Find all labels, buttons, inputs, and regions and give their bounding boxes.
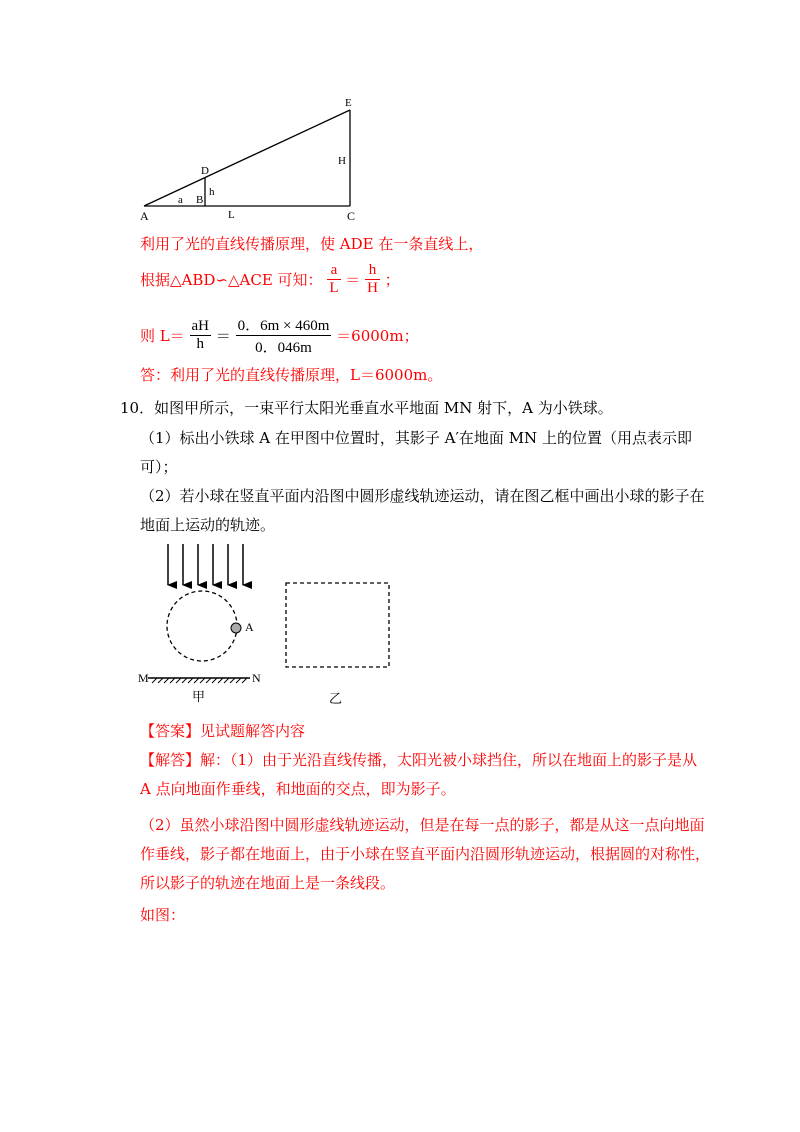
question-10-line-5: 地面上运动的轨迹。 [140, 516, 276, 534]
fraction-aH-denominator: h [196, 336, 205, 352]
label-a: a [178, 194, 183, 206]
fraction-h-numerator: h [365, 262, 380, 280]
analysis-line-4: 作垂线，影子都在地面上，由于小球在竖直平面内沿圆形轨迹运动，根据圆的对称性， [140, 845, 711, 863]
analysis-tag: 【解答】 [140, 751, 201, 769]
solution-line-3-prefix: 则 L＝ [140, 327, 185, 345]
analysis-line-6: 如图： [140, 906, 186, 924]
fraction-aH-over-h [190, 318, 212, 353]
solution-line-3 [140, 314, 419, 357]
fraction-numeric [236, 314, 332, 357]
answer-text: 见试题解答内容 [200, 722, 306, 740]
question-10-line-3: 可）； [140, 458, 178, 476]
solution-line-3-suffix: ＝6000m； [336, 327, 419, 345]
analysis-text-1: 解：（1）由于光沿直线传播，太阳光被小球挡住，所以在地面上的影子是从 [200, 751, 698, 769]
caption-yi: 乙 [329, 691, 343, 706]
fraction-a-numerator: a [327, 262, 340, 280]
solution-line-2 [140, 262, 400, 297]
iron-ball [231, 623, 241, 633]
line-ae [144, 110, 350, 206]
answer-line [140, 720, 305, 741]
analysis-line-3: （2）虽然小球沿图中圆形虚线轨迹运动，但是在每一点的影子，都是从这一点向地面 [140, 816, 705, 834]
label-L: L [228, 209, 235, 221]
answer-tag: 【答案】 [140, 722, 201, 740]
equals-sign: ＝ [345, 271, 361, 289]
analysis-line-2: A 点向地面作垂线，和地面的交点，即为影子。 [140, 780, 456, 798]
label-M: M [138, 671, 149, 685]
shadow-figure [130, 538, 410, 708]
solution-line-4: 答：利用了光的直线传播原理，L＝6000m。 [140, 366, 443, 384]
fraction-numeric-numerator: 0．6m × 460m [236, 314, 332, 336]
analysis-line-5: 所以影子的轨迹在地面上是一条线段。 [140, 874, 396, 892]
solution-line-1: 利用了光的直线传播原理，使 ADE 在一条直线上， [140, 235, 484, 253]
label-h: h [209, 186, 215, 198]
caption-jia: 甲 [192, 689, 206, 704]
figure-yi-box [286, 583, 389, 667]
question-10-line-2: （1）标出小铁球 A 在甲图中位置时，其影子 A′在地面 MN 上的位置（用点表示即 [140, 429, 692, 447]
label-B: B [196, 194, 204, 206]
question-10-line-4: （2）若小球在竖直平面内沿图中圆形虚线轨迹运动，请在图乙框中画出小球的影子在 [140, 487, 705, 505]
label-ball-A: A [245, 620, 254, 634]
label-H: H [338, 155, 346, 167]
equals-sign-2: ＝ [215, 327, 231, 345]
label-E: E [345, 97, 352, 109]
fraction-h-denominator: H [367, 280, 378, 296]
label-A: A [140, 209, 149, 223]
similar-triangles-figure [130, 92, 370, 226]
fraction-a-denominator: L [329, 280, 339, 296]
solution-line-2-text: 根据△ABD∽△ACE 可知： [140, 271, 323, 289]
fraction-h-over-H [365, 262, 380, 297]
sunlight-arrows [168, 544, 243, 585]
question-10-line-1: 10．如图甲所示，一束平行太阳光垂直水平地面 MN 射下，A 为小铁球。 [120, 399, 613, 417]
semicolon: ； [384, 271, 400, 289]
fraction-aH-numerator: aH [191, 318, 210, 334]
fraction-a-over-L [327, 262, 340, 297]
fraction-numeric-denominator: 0．046m [255, 340, 312, 356]
label-C: C [347, 209, 356, 223]
label-N: N [252, 671, 261, 685]
analysis-line-1 [140, 749, 697, 770]
circular-path [167, 591, 237, 661]
label-D: D [201, 165, 209, 177]
